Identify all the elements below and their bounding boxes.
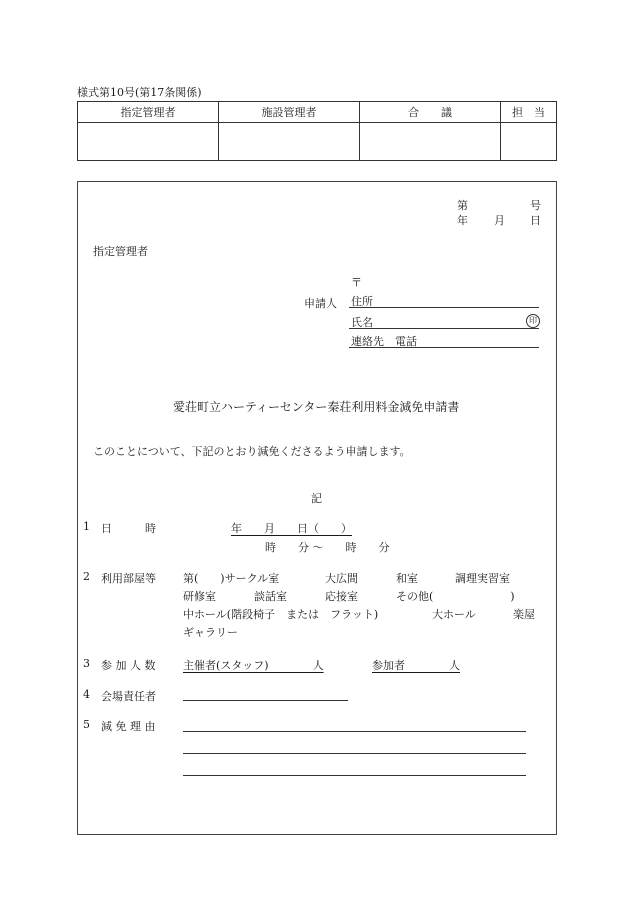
room-option-middle-hall[interactable]: 中ホール(階段椅子 または フラット) [183, 608, 379, 621]
application-form-frame [77, 181, 557, 835]
approval-header-person-in-charge: 担 当 [501, 102, 557, 123]
approval-cell-person-in-charge[interactable] [501, 123, 557, 161]
item-1-label: 日 時 [101, 522, 156, 535]
room-option-lounge[interactable]: 談話室 [254, 590, 287, 603]
room-option-gallery[interactable]: ギャラリー [183, 626, 238, 639]
ki-heading: 記 [311, 492, 322, 505]
date-field[interactable]: 年 月 日（ ） [231, 522, 352, 535]
approval-header-consultation: 合 議 [360, 102, 501, 123]
approval-table [77, 101, 557, 161]
approval-header-designated-manager: 指定管理者 [78, 102, 219, 123]
form-number: 様式第10号(第17条関係) [77, 86, 202, 99]
address-label: 住所 [351, 295, 373, 308]
approval-cell-facility-manager[interactable] [219, 123, 360, 161]
date-year-label: 年 [457, 214, 468, 227]
seal-icon: 印 [526, 314, 540, 328]
document-title: 愛荘町立ハーティーセンター秦荘利用料金減免申請書 [173, 400, 460, 414]
item-3-label: 参 加 人 数 [101, 659, 156, 672]
room-option-reception-room[interactable]: 応接室 [325, 590, 358, 603]
room-option-japanese-room[interactable]: 和室 [396, 572, 418, 585]
attendee-count-field[interactable]: 参加者 人 [372, 659, 460, 672]
approval-header-facility-manager: 施設管理者 [219, 102, 360, 123]
seal-mark [526, 313, 540, 328]
item-4-label: 会場責任者 [101, 690, 156, 703]
date-day-label: 日 [530, 214, 541, 227]
postal-mark: 〒 [351, 276, 362, 289]
doc-number-label: 第 [457, 199, 468, 212]
room-option-cooking-room[interactable]: 調理実習室 [455, 572, 510, 585]
room-option-large-hall[interactable]: 大ホール [432, 608, 476, 621]
contact-line[interactable] [349, 347, 539, 348]
item-5-number: 5 [83, 718, 90, 731]
approval-cell-consultation[interactable] [360, 123, 501, 161]
name-line[interactable] [349, 328, 539, 329]
room-option-other[interactable]: その他( ) [396, 590, 515, 603]
intro-text: このことについて、下記のとおり減免くださるよう申請します。 [93, 445, 411, 458]
room-option-dressing-room[interactable]: 楽屋 [513, 608, 535, 621]
reason-line-1[interactable] [183, 731, 526, 732]
room-option-circle-room[interactable]: 第( )サークル室 [183, 572, 280, 585]
room-option-training-room[interactable]: 研修室 [183, 590, 216, 603]
applicant-label: 申請人 [304, 297, 337, 310]
item-1-number: 1 [83, 520, 90, 533]
venue-manager-line[interactable] [183, 700, 348, 701]
reason-line-3[interactable] [183, 775, 526, 776]
item-2-label: 利用部屋等 [101, 572, 156, 585]
room-option-main-hall[interactable]: 大広間 [325, 572, 358, 585]
item-3-number: 3 [83, 657, 90, 670]
time-field[interactable]: 時 分 ～ 時 分 [265, 541, 390, 554]
approval-cell-designated-manager[interactable] [78, 123, 219, 161]
item-5-label: 減 免 理 由 [101, 720, 156, 733]
address-line[interactable] [349, 307, 539, 308]
item-2-number: 2 [83, 570, 90, 583]
addressee: 指定管理者 [93, 245, 148, 258]
item-4-number: 4 [83, 688, 90, 701]
reason-line-2[interactable] [183, 753, 526, 754]
organizer-count-field[interactable]: 主催者(スタッフ) 人 [183, 659, 324, 672]
date-month-label: 月 [494, 214, 505, 227]
doc-number-suffix: 号 [530, 199, 541, 212]
name-label: 氏名 [351, 316, 373, 329]
contact-label: 連絡先 電話 [351, 335, 417, 348]
